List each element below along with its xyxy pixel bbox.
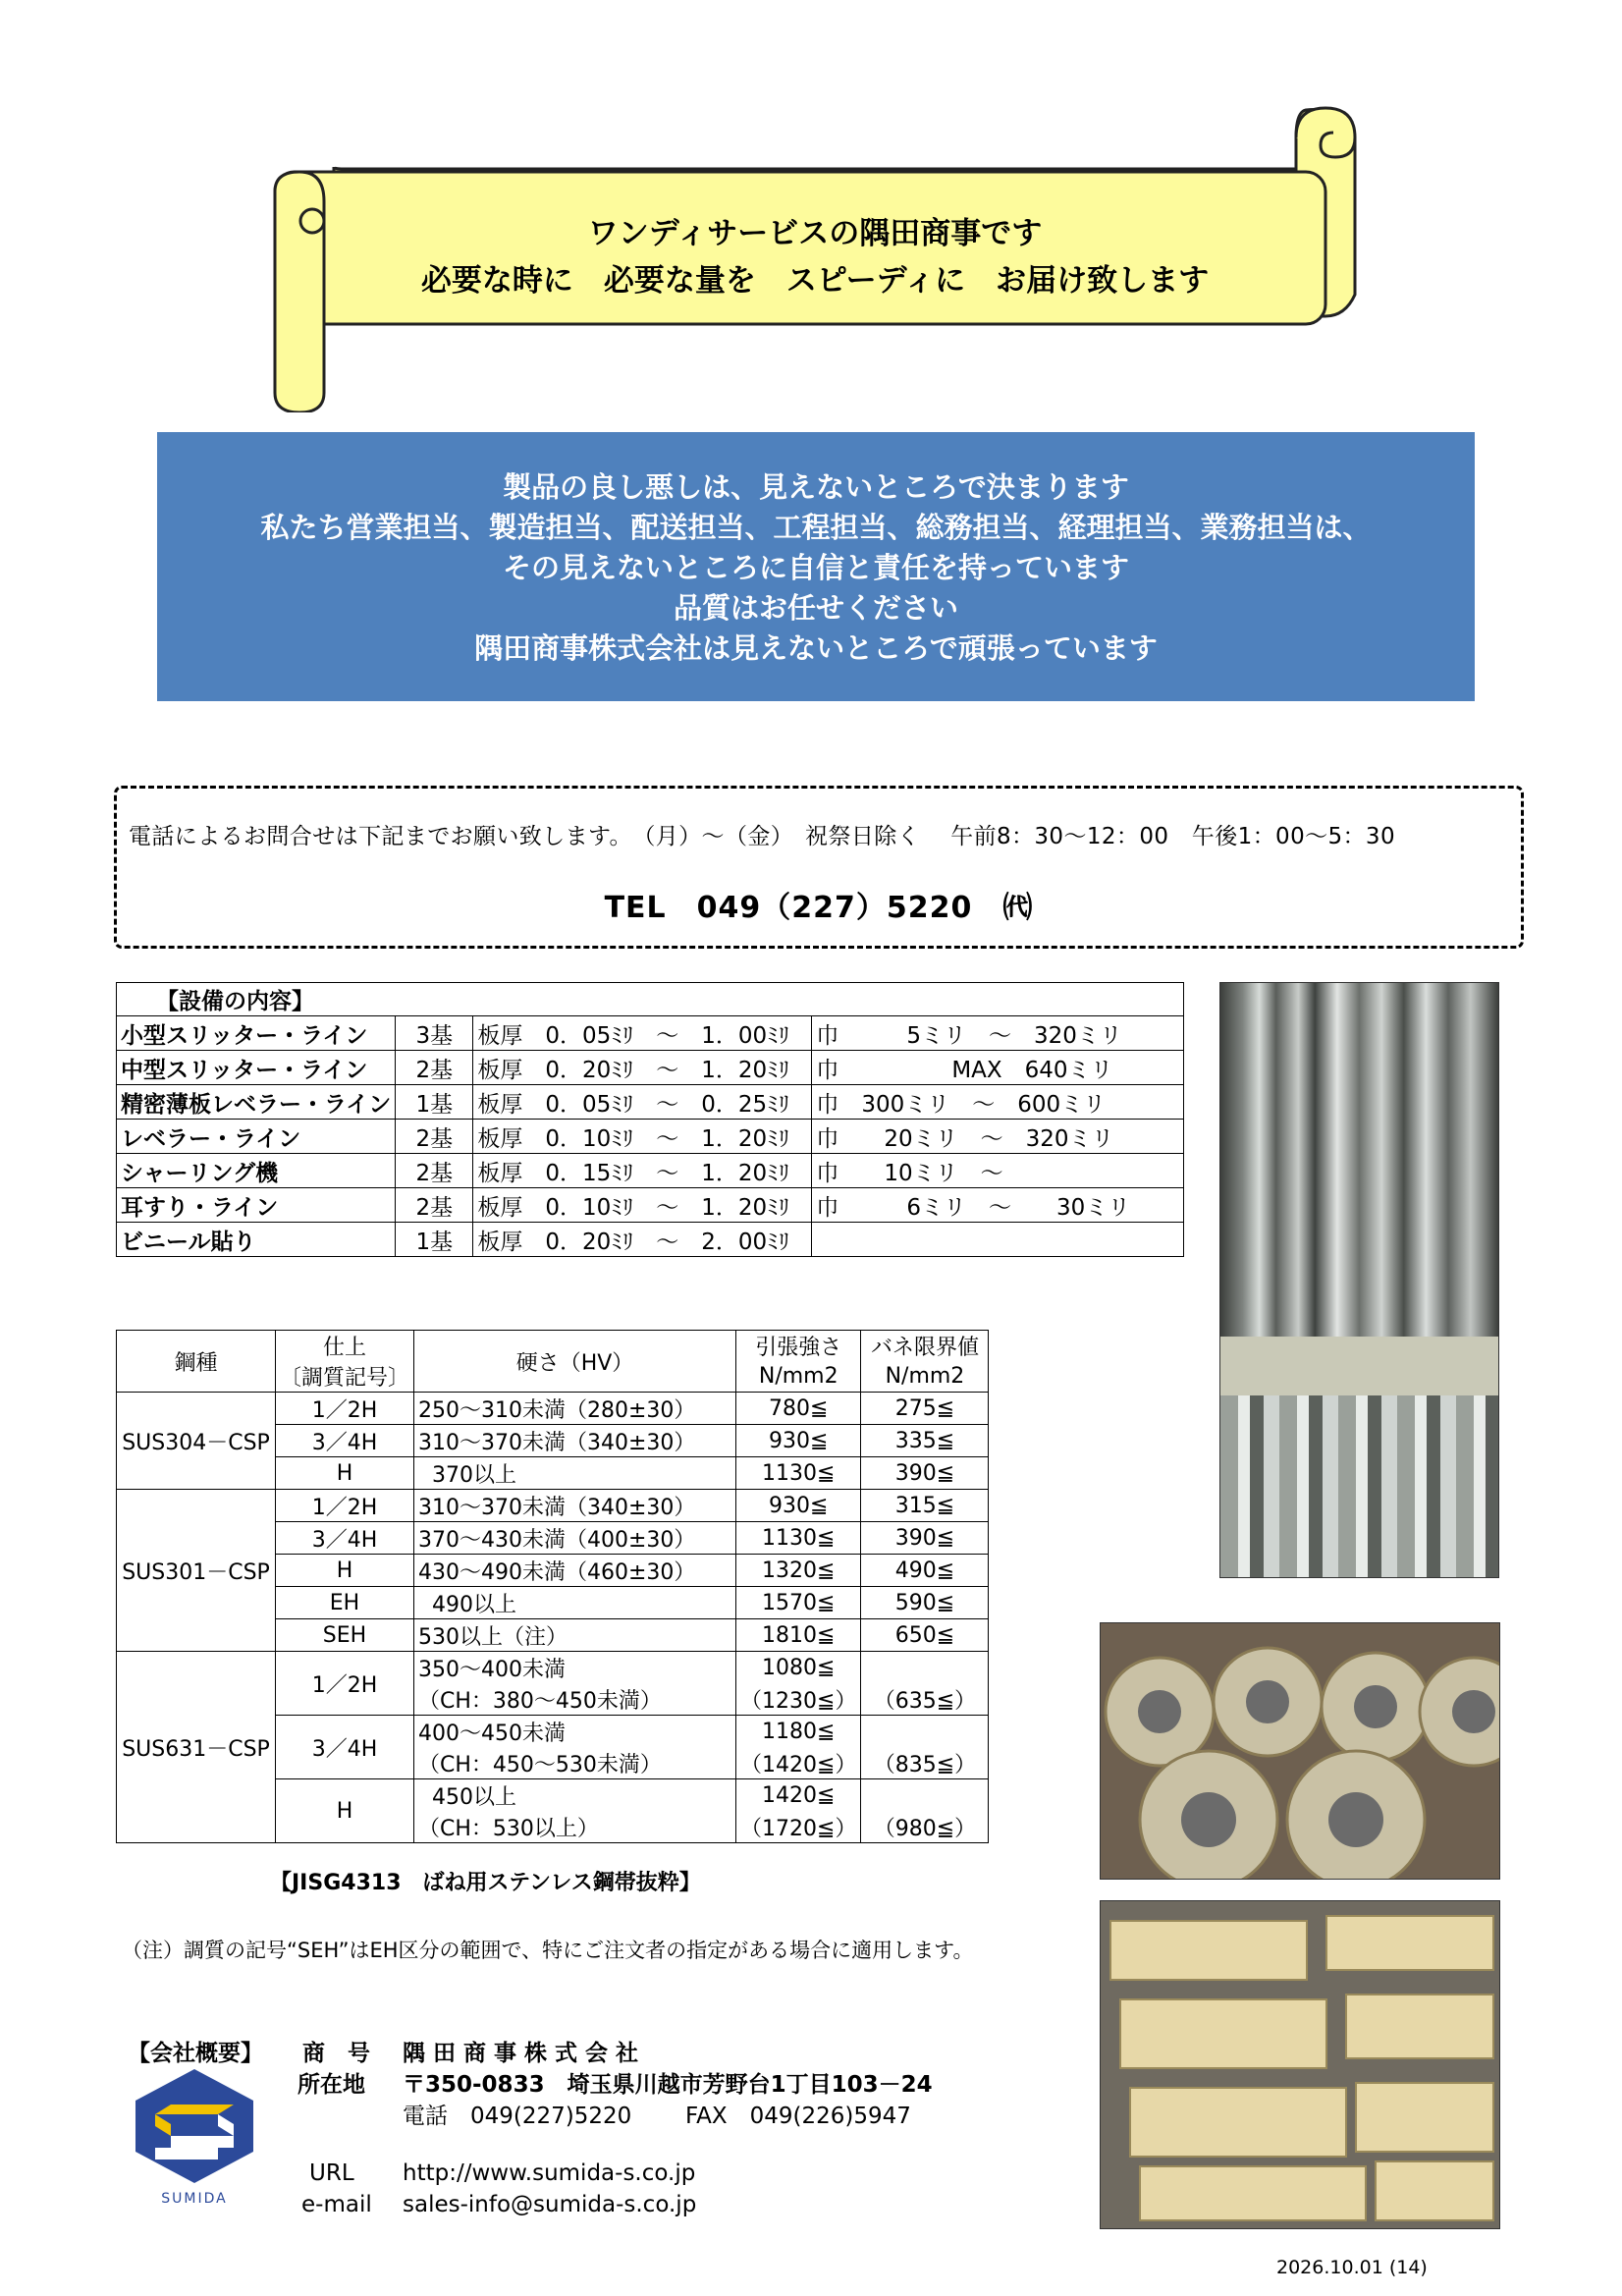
table-row (117, 1188, 1184, 1223)
equipment-thickness: 板厚 0．10ﾐﾘ ～ 1．20ﾐﾘ (473, 1188, 812, 1223)
equipment-width (812, 1223, 1184, 1257)
hardness-cell: 530以上（注） (414, 1619, 736, 1652)
contact-tel: TEL 049（227）5220 ㈹ (604, 891, 1034, 925)
finish-cell: EH (276, 1587, 414, 1619)
equipment-count: 1基 (396, 1085, 473, 1120)
equipment-name: 精密薄板レベラー・ライン (117, 1085, 396, 1120)
footer-date: 2026.10.01 (14) (1276, 2257, 1428, 2278)
tensile-ch-cell: （1420≦） (736, 1747, 861, 1779)
message-line-4: 品質はお任せください (673, 591, 958, 625)
equipment-width: 巾 5ミリ ～ 320ミリ (812, 1016, 1184, 1051)
equipment-header: 【設備の内容】 (117, 983, 1184, 1016)
finish-cell: 1／2H (276, 1490, 414, 1522)
company-phone: 電話 049(227)5220 (403, 2104, 632, 2129)
spring-cell: 315≦ (861, 1490, 989, 1522)
spring-ch-cell: （835≦） (861, 1747, 989, 1779)
header-spring: バネ限界値 (861, 1331, 989, 1362)
sumida-logo-icon (128, 2067, 261, 2185)
grade-cell: SUS301－CSP (117, 1490, 276, 1652)
table-row (117, 1120, 1184, 1154)
hardness-ch-cell: （CH：450～530未満） (414, 1747, 736, 1779)
finish-cell: H (276, 1555, 414, 1587)
hardness-cell: 350～400未満 (414, 1652, 736, 1684)
header-tensile-unit: N/mm2 (736, 1361, 861, 1393)
coils-photo-art (1101, 1623, 1499, 1879)
spring-ch-cell: （635≦） (861, 1683, 989, 1716)
url-label: URL (309, 2160, 354, 2186)
spring-cell: 275≦ (861, 1393, 989, 1425)
banner-scroll (255, 98, 1375, 412)
table-row (117, 1393, 989, 1425)
hardness-cell: 430～490未満（460±30） (414, 1555, 736, 1587)
equipment-count: 3基 (396, 1016, 473, 1051)
company-url[interactable]: http://www.sumida-s.co.jp (403, 2160, 696, 2186)
header-grade: 鋼種 (117, 1331, 276, 1393)
equipment-name: 中型スリッター・ライン (117, 1051, 396, 1085)
contact-box (114, 786, 1524, 949)
equipment-width: 巾 10ミリ ～ (812, 1154, 1184, 1188)
equipment-width: 巾 MAX 640ミリ (812, 1051, 1184, 1085)
packaged-coils-photo (1100, 1900, 1500, 2229)
company-fax: FAX 049(226)5947 (685, 2104, 911, 2129)
equipment-width: 巾 20ミリ ～ 320ミリ (812, 1120, 1184, 1154)
equipment-thickness: 板厚 0．20ﾐﾘ ～ 1．20ﾐﾘ (473, 1051, 812, 1085)
table-row (117, 1051, 1184, 1085)
steel-grade-table (116, 1330, 989, 1843)
tensile-cell: 1420≦ (736, 1779, 861, 1812)
company-name-label: 商 号 (302, 2041, 370, 2066)
contact-hours: 電話によるお問合せは下記までお願い致します。 （月）～（金） 祝祭日除く 午前8：30～12：00 午後1：00～5：30 (129, 824, 1396, 849)
equipment-name: 小型スリッター・ライン (117, 1016, 396, 1051)
equipment-width: 巾 300ミリ ～ 600ミリ (812, 1085, 1184, 1120)
footnote: （注）調質の記号“SEH”はEH区分の範囲で、特にご注文者の指定がある場合に適用します。 (122, 1939, 974, 1962)
company-address: 〒350-0833 埼玉県川越市芳野台1丁目103－24 (403, 2072, 933, 2098)
tensile-cell: 1080≦ (736, 1652, 861, 1684)
hardness-ch-cell: （CH：530以上） (414, 1811, 736, 1843)
finish-cell: H (276, 1457, 414, 1490)
message-line-1: 製品の良し悪しは、見えないところで決まります (503, 470, 1129, 504)
address-label: 所在地 (297, 2072, 365, 2098)
company-name: 隅 田 商 事 株 式 会 社 (403, 2041, 639, 2066)
equipment-count: 2基 (396, 1188, 473, 1223)
spring-cell: 590≦ (861, 1587, 989, 1619)
header-hardness: 硬さ（HV） (414, 1331, 736, 1393)
tensile-cell: 930≦ (736, 1490, 861, 1522)
spring-cell (861, 1779, 989, 1812)
tensile-cell: 1320≦ (736, 1555, 861, 1587)
tensile-cell: 930≦ (736, 1425, 861, 1457)
table-caption: 【JISG4313 ばね用ステンレス鋼帯抜粋】 (270, 1871, 701, 1895)
logo-text: SUMIDA (161, 2191, 228, 2207)
table-row (117, 1085, 1184, 1120)
hardness-cell: 310～370未満（340±30） (414, 1425, 736, 1457)
banner-line-1: ワンディサービスの隅田商事です (587, 216, 1043, 251)
message-box (157, 432, 1475, 701)
equipment-thickness: 板厚 0．05ﾐﾘ ～ 0．25ﾐﾘ (473, 1085, 812, 1120)
equipment-count: 2基 (396, 1120, 473, 1154)
hardness-cell: 250～310未満（280±30） (414, 1393, 736, 1425)
packaged-photo-art (1101, 1901, 1499, 2228)
hardness-ch-cell: （CH：380～450未満） (414, 1683, 736, 1716)
finish-cell: 3／4H (276, 1716, 414, 1779)
spring-cell: 390≦ (861, 1522, 989, 1555)
grade-cell: SUS304－CSP (117, 1393, 276, 1490)
coils-photo (1100, 1622, 1500, 1880)
tensile-cell: 1130≦ (736, 1522, 861, 1555)
table-row (117, 1154, 1184, 1188)
equipment-thickness: 板厚 0．10ﾐﾘ ～ 1．20ﾐﾘ (473, 1120, 812, 1154)
equipment-name: ビニール貼り (117, 1223, 396, 1257)
tensile-cell: 1810≦ (736, 1619, 861, 1652)
spring-ch-cell: （980≦） (861, 1811, 989, 1843)
message-line-5: 隅田商事株式会社は見えないところで頑張っています (474, 631, 1158, 665)
equipment-thickness: 板厚 0．20ﾐﾘ ～ 2．00ﾐﾘ (473, 1223, 812, 1257)
company-logo (128, 2067, 261, 2214)
tensile-ch-cell: （1230≦） (736, 1683, 861, 1716)
spring-cell: 490≦ (861, 1555, 989, 1587)
finish-cell: 3／4H (276, 1522, 414, 1555)
spring-cell: 335≦ (861, 1425, 989, 1457)
equipment-table (116, 982, 1184, 1257)
spring-cell: 390≦ (861, 1457, 989, 1490)
grade-cell: SUS631－CSP (117, 1652, 276, 1843)
company-email[interactable]: sales-info@sumida-s.co.jp (403, 2192, 697, 2217)
equipment-count: 1基 (396, 1223, 473, 1257)
company-section-label: 【会社概要】 (128, 2041, 263, 2066)
hardness-cell: 490以上 (414, 1587, 736, 1619)
tensile-cell: 1570≦ (736, 1587, 861, 1619)
table-row (117, 1016, 1184, 1051)
photo-band (1220, 1337, 1498, 1395)
tensile-cell: 1180≦ (736, 1716, 861, 1748)
header-finish: 仕上 (276, 1331, 414, 1362)
hardness-cell: 310～370未満（340±30） (414, 1490, 736, 1522)
header-tensile: 引張強さ (736, 1331, 861, 1362)
equipment-width: 巾 6ミリ ～ 30ミリ (812, 1188, 1184, 1223)
hardness-cell: 370～430未満（400±30） (414, 1522, 736, 1555)
finish-cell: 3／4H (276, 1425, 414, 1457)
equipment-name: 耳すり・ライン (117, 1188, 396, 1223)
header-finish-sub: 〔調質記号〕 (276, 1361, 414, 1393)
email-label: e-mail (301, 2192, 372, 2217)
banner-line-2: 必要な時に 必要な量を スピーディに お届け致します (420, 263, 1210, 299)
finish-cell: SEH (276, 1619, 414, 1652)
equipment-thickness: 板厚 0．15ﾐﾘ ～ 1．20ﾐﾘ (473, 1154, 812, 1188)
equipment-thickness: 板厚 0．05ﾐﾘ ～ 1．00ﾐﾘ (473, 1016, 812, 1051)
table-row (117, 1223, 1184, 1257)
hardness-cell: 450以上 (414, 1779, 736, 1812)
table-row (117, 1490, 989, 1522)
spring-cell (861, 1716, 989, 1748)
spring-cell: 650≦ (861, 1619, 989, 1652)
finish-cell: 1／2H (276, 1393, 414, 1425)
message-line-3: その見えないところに自信と責任を持っています (502, 551, 1129, 584)
equipment-count: 2基 (396, 1154, 473, 1188)
slitter-photo (1219, 982, 1499, 1578)
tensile-cell: 780≦ (736, 1393, 861, 1425)
header-spring-unit: N/mm2 (861, 1361, 989, 1393)
equipment-name: レベラー・ライン (117, 1120, 396, 1154)
equipment-count: 2基 (396, 1051, 473, 1085)
message-line-2: 私たち営業担当、製造担当、配送担当、工程担当、総務担当、経理担当、業務担当は、 (260, 511, 1372, 544)
hardness-cell: 400～450未満 (414, 1716, 736, 1748)
spring-cell (861, 1652, 989, 1684)
tensile-ch-cell: （1720≦） (736, 1811, 861, 1843)
finish-cell: 1／2H (276, 1652, 414, 1716)
photo-coils (1220, 1395, 1498, 1577)
hardness-cell: 370以上 (414, 1457, 736, 1490)
tensile-cell: 1130≦ (736, 1457, 861, 1490)
table-row (117, 1652, 989, 1684)
finish-cell: H (276, 1779, 414, 1843)
equipment-name: シャーリング機 (117, 1154, 396, 1188)
